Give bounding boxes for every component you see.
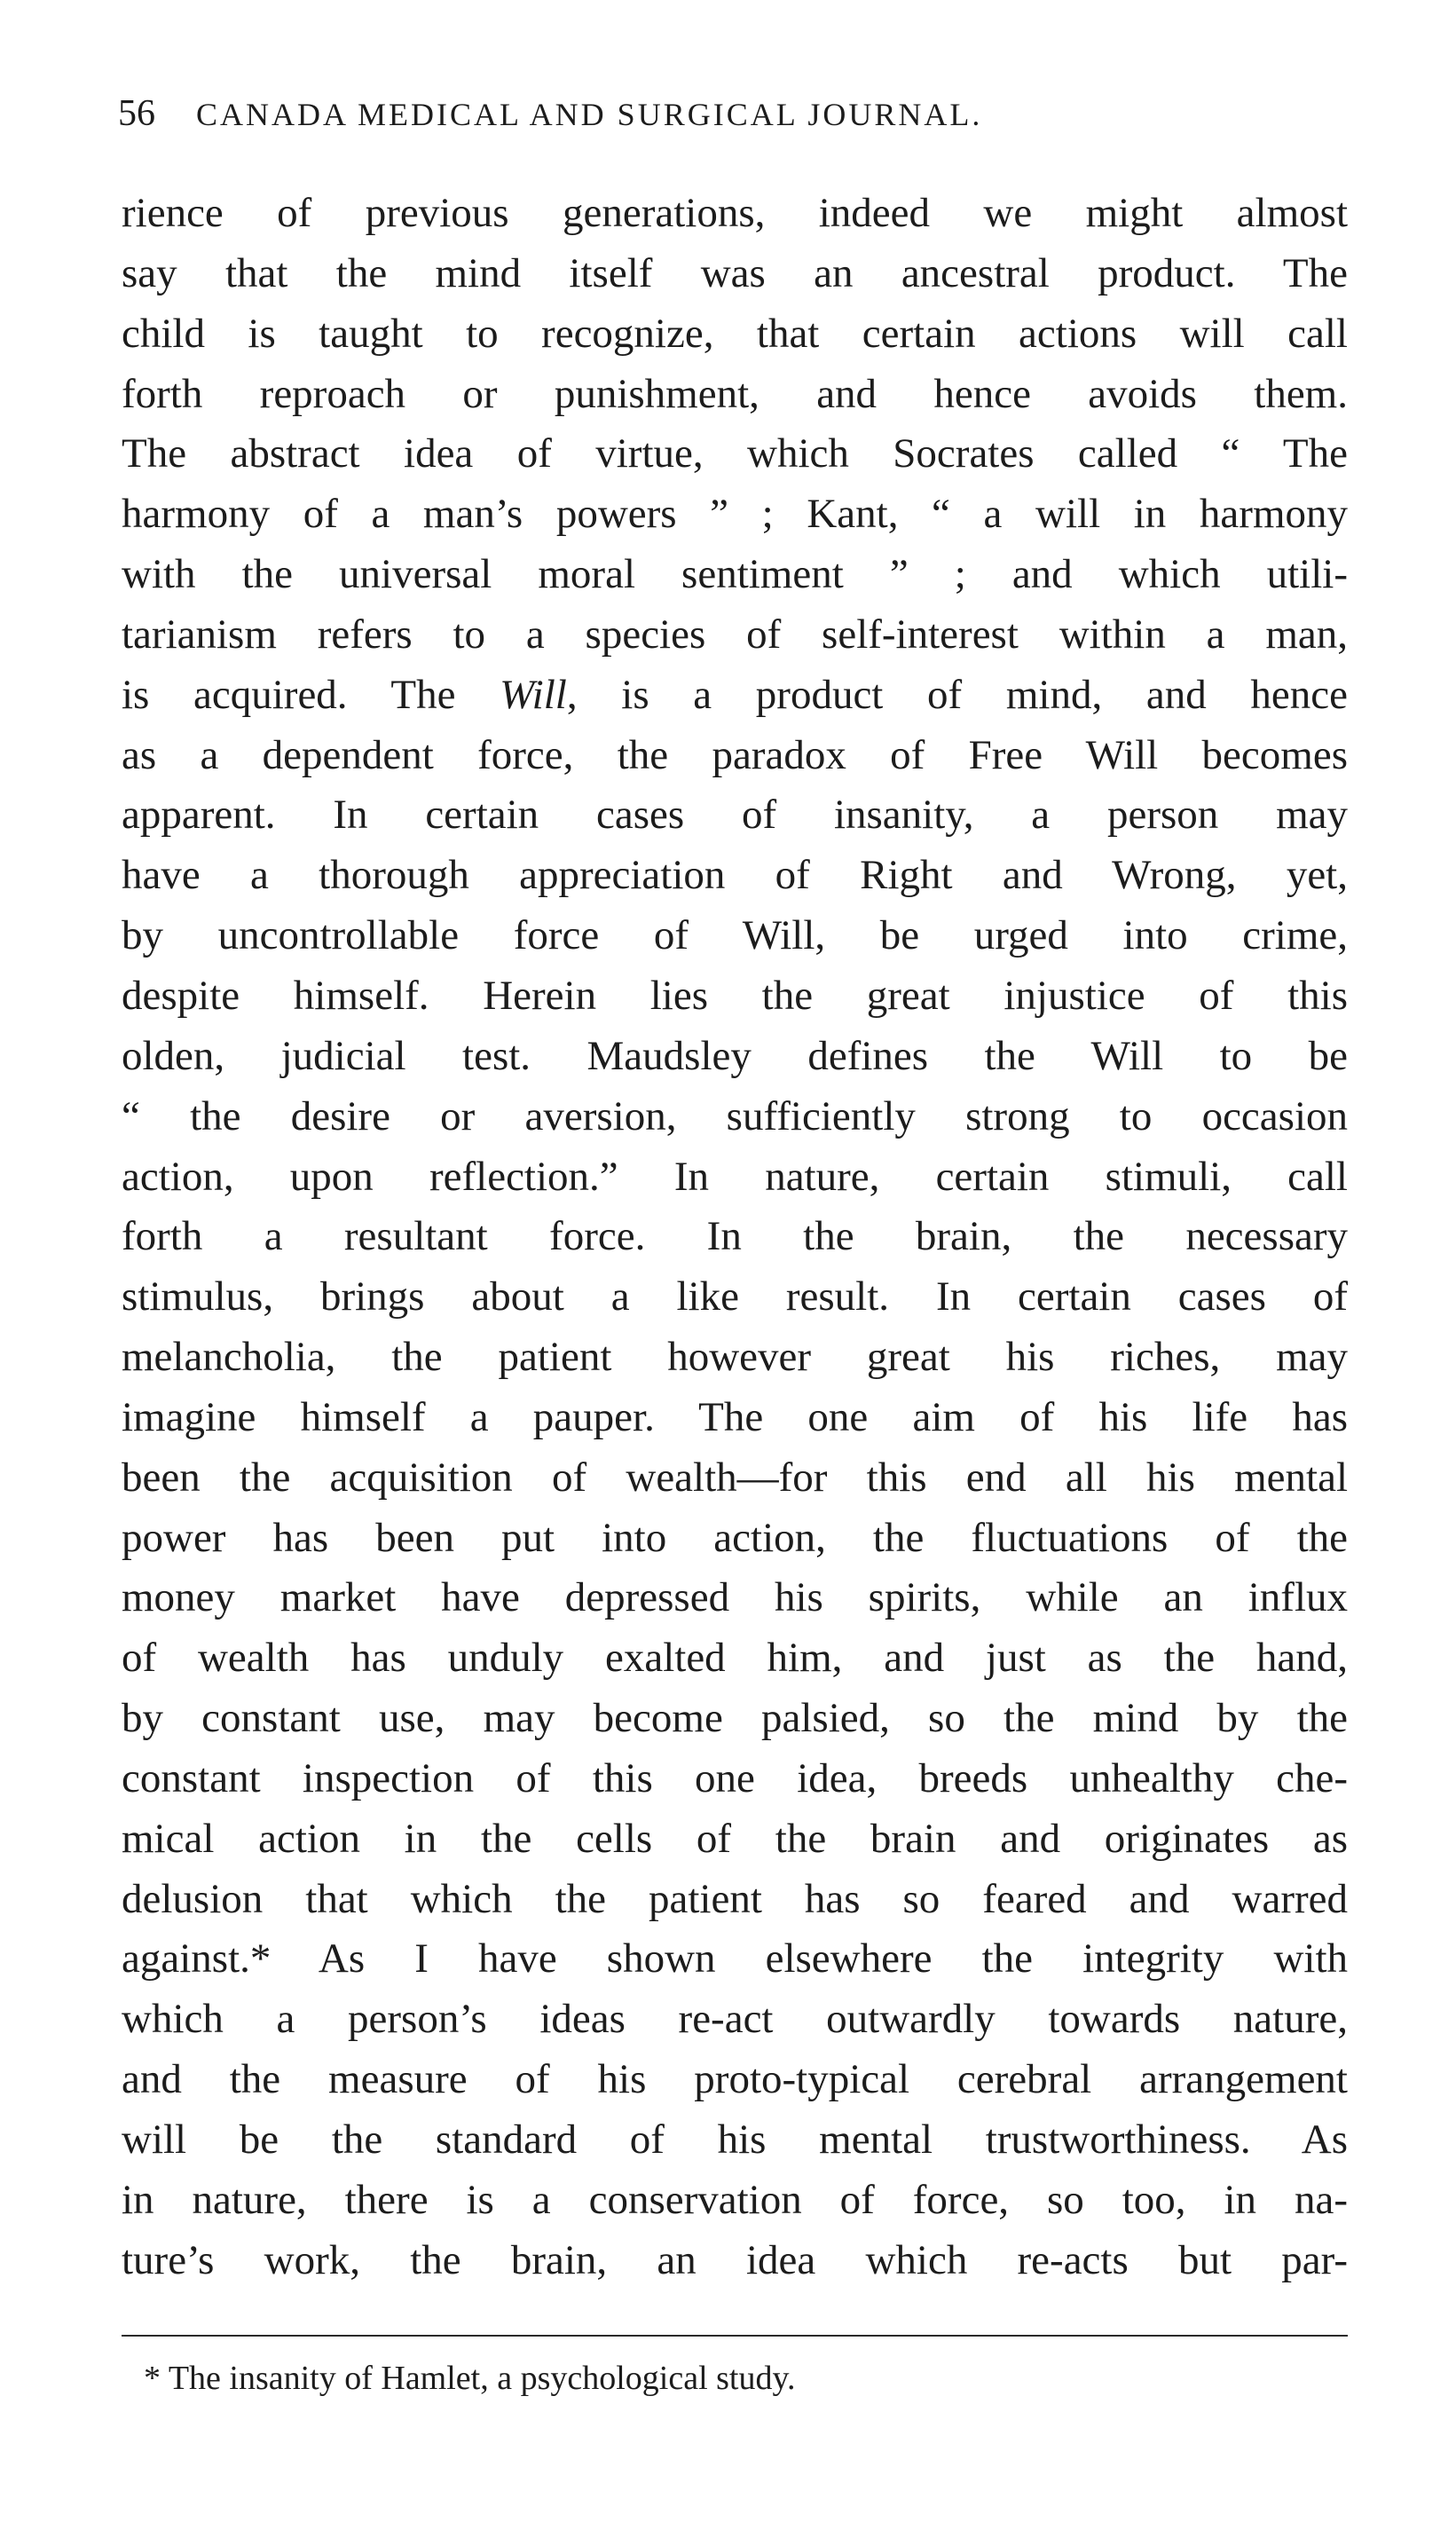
text-line: melancholia, the patient however great his riches, may	[122, 1334, 1348, 1381]
text-line: in nature, there is a conservation of force, so too, in na-	[122, 2176, 1348, 2223]
text-line: which a person’s ideas re-act outwardly towards nature,	[122, 1996, 1348, 2043]
text-line: of wealth has unduly exalted him, and just as the hand,	[122, 1635, 1348, 1682]
text-line: olden, judicial test. Maudsley defines the Will to be	[122, 1032, 1348, 1079]
text-line: tarianism refers to a species of self-interest within a man,	[122, 611, 1348, 658]
text-line: mical action in the cells of the brain and originates as	[122, 1815, 1348, 1862]
text-line: delusion that which the patient has so feared and warred	[122, 1875, 1348, 1922]
text-line: been the acquisition of wealth—for this end all his mental	[122, 1454, 1348, 1501]
text-segment: is acquired. The	[122, 671, 500, 718]
page-number: 56	[118, 93, 155, 134]
text-line: money market have depressed his spirits, while an influx	[122, 1574, 1348, 1621]
journal-title: CANADA MEDICAL AND SURGICAL JOURNAL.	[196, 97, 983, 132]
text-line: say that the mind itself was an ancestral product. The	[122, 249, 1348, 296]
text-line: by constant use, may become palsied, so the mind by the	[122, 1695, 1348, 1742]
text-line: child is taught to recognize, that certain actions will call	[122, 310, 1348, 357]
text-line: with the universal moral sentiment ” ; and which utili-	[122, 551, 1348, 598]
text-line: against.* As I have shown elsewhere the integrity with	[122, 1935, 1348, 1982]
italic-term: Will	[500, 671, 567, 718]
text-line: action, upon reflection.” In nature, certain stimuli, call	[122, 1153, 1348, 1200]
text-line: constant inspection of this one idea, breeds unhealthy che-	[122, 1754, 1348, 1801]
body-text	[122, 184, 1348, 2291]
text-line: despite himself. Herein lies the great injustice of this	[122, 972, 1348, 1019]
text-line	[122, 666, 1348, 726]
text-line: imagine himself a pauper. The one aim of his life has	[122, 1393, 1348, 1440]
footnote-rule	[122, 2335, 1348, 2337]
text-line: by uncontrollable force of Will, be urged into crime,	[122, 912, 1348, 959]
text-line: harmony of a man’s powers ” ; Kant, “ a will in harmony	[122, 491, 1348, 538]
text-line: stimulus, brings about a like result. In certain cases of	[122, 1273, 1348, 1320]
text-line: ture’s work, the brain, an idea which re-acts but par-	[122, 2236, 1348, 2283]
text-line: and the measure of his proto-typical cerebral arrangement	[122, 2056, 1348, 2103]
text-line: as a dependent force, the paradox of Free Will becomes	[122, 731, 1348, 778]
text-line: rience of previous generations, indeed we might almost	[122, 190, 1348, 236]
text-line: forth a resultant force. In the brain, the necessary	[122, 1213, 1348, 1260]
text-line: The abstract idea of virtue, which Socrates called “ The	[122, 430, 1348, 477]
text-line: forth reproach or punishment, and hence avoids them.	[122, 370, 1348, 417]
footnote: * The insanity of Hamlet, a psychological study.	[144, 2360, 796, 2397]
running-header	[118, 87, 1342, 140]
text-line: “ the desire or aversion, sufficiently strong to occasion	[122, 1092, 1348, 1139]
text-segment: , is a product of mind, and hence	[566, 671, 1348, 718]
text-line: apparent. In certain cases of insanity, a person may	[122, 792, 1348, 839]
text-line: will be the standard of his mental trustworthiness. As	[122, 2116, 1348, 2163]
text-line: have a thorough appreciation of Right and Wrong, yet,	[122, 852, 1348, 899]
text-line: power has been put into action, the fluctuations of the	[122, 1514, 1348, 1561]
